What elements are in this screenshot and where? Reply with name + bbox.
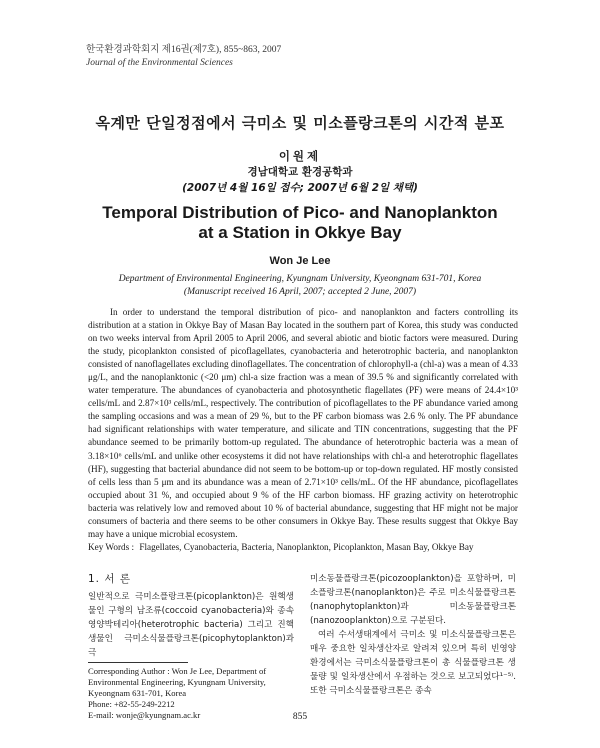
- korean-author: 이원제: [278, 149, 322, 163]
- korean-title: 옥계만 단일정점에서 극미소 및 미소플랑크톤의 시간적 분포: [95, 114, 505, 132]
- journal-name: Journal of the Environmental Sciences: [86, 58, 233, 68]
- page-number: 855: [292, 712, 308, 722]
- english-affiliation: Department of Environmental Engineering, Kyungnam University, Kyeongnam 631-701, Korea: [118, 274, 482, 284]
- intro-right-text-2: 여러 수서생태계에서 극미소 및 미소식물플랑크톤은 매우 중요한 일차생산자로 알려져 있으며 특히 빈영양환경에서는 극미소식물플랑크톤이 총 식물플랑크톤 생물량 및 일차생산에서 우점하는 것으로 보고되었다¹⁻⁵⁾. 또한 극미소식물플랑크톤은 종속: [310, 630, 516, 696]
- left-column: [88, 572, 294, 660]
- journal-citation: 한국환경과학회지 제16권(제7호), 855~863, 2007: [86, 45, 282, 55]
- korean-affiliation: 경남대학교 환경공학과: [247, 166, 353, 178]
- footnote-divider: [88, 662, 188, 663]
- english-dates: (Manuscript received 16 April, 2007; accepted 2 June, 2007): [183, 287, 417, 297]
- english-affiliation-block: [0, 273, 600, 299]
- right-column: [310, 572, 516, 698]
- intro-left-text: 일반적으로 극미소플랑크톤(picoplankton)은 원핵생물인 구형의 남조류(coccoid cyanobacteria)와 종속영양박테리아(heterotrophic bacteria) 그리고 진핵생물인 극미소식물플랑크톤(picophytoplankton)과 극: [88, 592, 294, 659]
- abstract: [88, 306, 518, 541]
- footnote-phone: Phone: +82-55-249-2212: [88, 699, 175, 709]
- intro-right-text-1: 미소동물플랑크톤(picozooplankton)을 포함하며, 미소플랑크톤(nanoplankton)은 주로 미소식물플랑크톤(nanophytoplankton)과 미소동물플랑크톤(nanozooplankton)으로 구분된다.: [310, 574, 516, 626]
- footnote-author: Corresponding Author : Won Je Lee, Department of Environmental Engineering, Kyungnam University, Kyeongnam 631-701, Korea: [88, 666, 267, 698]
- footnote-email: E-mail: wonje@kyungnam.ac.kr: [88, 710, 201, 720]
- keywords: [88, 542, 528, 552]
- journal-header: [86, 44, 281, 70]
- english-author: Won Je Lee: [269, 255, 331, 267]
- keywords-label: Key Words :: [88, 542, 135, 552]
- english-title-line1: Temporal Distribution of Pico- and Nanoplankton: [102, 203, 498, 222]
- english-title: [0, 203, 600, 243]
- abstract-text: In order to understand the temporal distribution of pico- and nanoplankton and facters controlling its distribution at a station in Okkye Bay of Masan Bay located in the southern part of Korea, this study was conducted on two weeks interval from April 2005 to April 2006, and several abiotic and biotic factors were measured. During the study, picoplankton consisted of picoflagellates, cyanobacteria and heterotrophic bacteria, and nanoplankton consisted of nanoflagellates excluding dinoflagellates. The concentration of chlorophyll-a (chl-a) was a mean of 4.33 μg/L, and the nanoplanktonic (<20 μm) chl-a size fraction was a mean of 39.5 % and significantly correlated with water temperature. The abundances of cyanobacteria and photosynthetic flagellates (PF) were means of 24.4×10³ cells/mL and 2.87×10³ cells/mL, respectively. The contribution of picoflagellates to the PF abundance varied among the sampling occasions and was a mean of 29 %, but to the PF carbon biomass was 2.6 % only. The PF abundance had significant relationships with water temperature, and silicate and TIN concentrations, suggesting that the PF abundance seemed to be primarily bottom-up regulated. The abundance of heterotrophic bacteria was a mean of 3.18×10⁶ cells/mL and unlike other ecosystems it did not have relationships with chl-a and heterotrophic flagellates (HF), suggesting that bacterial abundance did not seem to be bottom-up or top-down regulated. HF mostly consisted of cells less than 5 μm and its abundance was a mean of 2.71×10³ cells/mL. Of the HF abundance, picoflagellates occupied about 31 %, and occupied about 9 % of the HF carbon biomass. HF grazing activity on heterotrophic bacteria was relatively low and removed about 10 % of bacterial abundance, suggesting that HF might not be major consumers of bacteria and there seems to be other consumers in Okkye Bay. These results suggest that Okkye Bay may have a unique microbial ecosystem.: [88, 307, 518, 539]
- keywords-text: Flagellates, Cyanobacteria, Bacteria, Nanoplankton, Picoplankton, Masan Bay, Okkye Bay: [139, 542, 474, 552]
- korean-dates: (2007년 4월 16일 접수; 2007년 6월 2일 채택): [182, 182, 418, 194]
- section-heading: 1. 서 론: [88, 573, 131, 585]
- english-title-line2: at a Station in Okkye Bay: [198, 223, 402, 242]
